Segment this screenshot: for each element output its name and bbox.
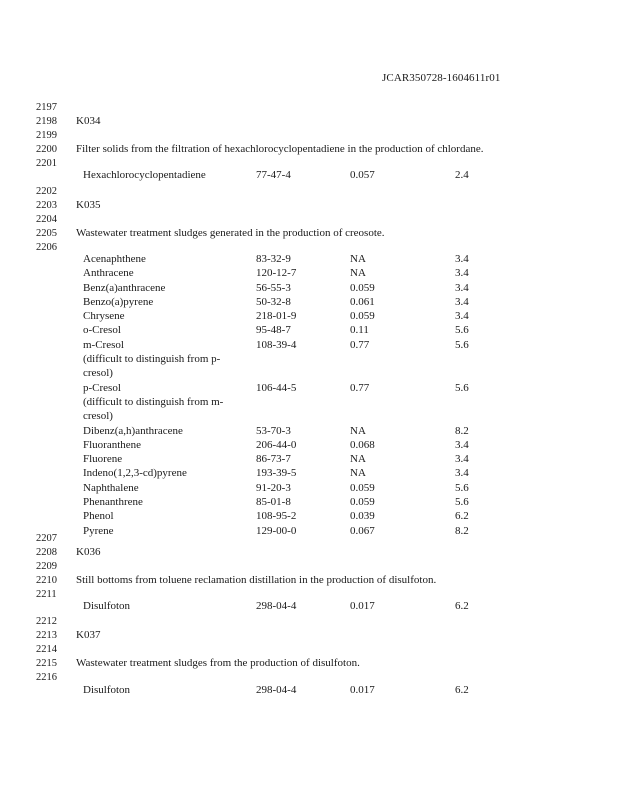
line-number: 2207 xyxy=(36,533,57,544)
table-row xyxy=(83,252,483,266)
nonwastewater-standard: 5.6 xyxy=(455,381,469,394)
constituent-table-k037 xyxy=(83,683,483,697)
nonwastewater-standard: 5.6 xyxy=(455,324,469,337)
line-number: 2201 xyxy=(36,158,57,169)
wastewater-standard: 0.059 xyxy=(350,281,375,294)
table-row xyxy=(83,683,483,697)
wastewater-standard: 0.77 xyxy=(350,338,370,351)
waste-code-k037: K037 xyxy=(76,629,101,641)
constituent-name: Anthracene xyxy=(83,267,134,280)
nonwastewater-standard: 5.6 xyxy=(455,496,469,509)
cas-number: 120-12-7 xyxy=(256,267,297,280)
constituent-name: o-Cresol xyxy=(83,324,121,337)
line-number: 2209 xyxy=(36,561,57,572)
wastewater-standard: 0.061 xyxy=(350,295,375,308)
cas-number: 91-20-3 xyxy=(256,481,291,494)
table-row xyxy=(83,452,483,466)
constituent-name: Pyrene xyxy=(83,524,114,537)
table-row xyxy=(83,466,483,480)
line-number: 2214 xyxy=(36,644,57,655)
line-number: 2210 xyxy=(36,575,57,586)
waste-description-k034: Filter solids from the filtration of hexachlorocyclopentadiene in the production of chlordane. xyxy=(76,143,484,155)
cas-number: 106-44-5 xyxy=(256,381,297,394)
table-row xyxy=(83,338,483,352)
wastewater-standard: 0.017 xyxy=(350,684,375,696)
wastewater-standard: NA xyxy=(350,424,366,437)
constituent-name: Benzo(a)pyrene xyxy=(83,295,154,308)
wastewater-standard: 0.059 xyxy=(350,481,375,494)
cas-number: 193-39-5 xyxy=(256,467,297,480)
table-row xyxy=(83,168,483,182)
constituent-name: Fluoranthene xyxy=(83,438,142,451)
constituent-name: Phenanthrene xyxy=(83,496,143,509)
nonwastewater-standard: 3.4 xyxy=(455,253,469,265)
document-id: JCAR350728-1604611r01 xyxy=(382,72,501,84)
line-number: 2216 xyxy=(36,672,57,683)
line-number: 2202 xyxy=(36,186,57,197)
table-row xyxy=(83,323,483,337)
table-row xyxy=(83,524,483,538)
constituent-name: Disulfoton xyxy=(83,684,131,696)
nonwastewater-standard: 3.4 xyxy=(455,267,469,280)
constituent-note: (difficult to distinguish from m-cresol) xyxy=(83,395,224,423)
cas-number: 108-95-2 xyxy=(256,510,297,523)
constituent-name: Disulfoton xyxy=(83,600,131,612)
wastewater-standard: 0.11 xyxy=(350,324,369,337)
nonwastewater-standard: 5.6 xyxy=(455,481,469,494)
nonwastewater-standard: 3.4 xyxy=(455,467,469,480)
cas-number: 108-39-4 xyxy=(256,338,297,351)
line-number: 2211 xyxy=(36,589,57,600)
waste-code-k035: K035 xyxy=(76,199,101,211)
constituent-name: Benz(a)anthracene xyxy=(83,281,166,294)
wastewater-standard: 0.067 xyxy=(350,524,375,537)
cas-number: 53-70-3 xyxy=(256,424,291,437)
table-row xyxy=(83,266,483,280)
cas-number: 218-01-9 xyxy=(256,310,297,323)
table-row xyxy=(83,438,483,452)
line-number: 2199 xyxy=(36,130,57,141)
line-number: 2212 xyxy=(36,616,57,627)
wastewater-standard: NA xyxy=(350,467,366,480)
constituent-name: Dibenz(a,h)anthracene xyxy=(83,424,183,437)
cas-number: 129-00-0 xyxy=(256,524,297,537)
table-row xyxy=(83,281,483,295)
waste-description-k036: Still bottoms from toluene reclamation distillation in the production of disulfoton. xyxy=(76,574,437,586)
nonwastewater-standard: 6.2 xyxy=(455,684,469,696)
wastewater-standard: NA xyxy=(350,453,366,466)
constituent-name: Indeno(1,2,3-cd)pyrene xyxy=(83,467,187,480)
constituent-table-k035 xyxy=(83,252,483,538)
table-row xyxy=(83,381,483,395)
cas-number: 298-04-4 xyxy=(256,684,297,696)
constituent-name: Chrysene xyxy=(83,310,125,323)
cas-number: 56-55-3 xyxy=(256,281,291,294)
cas-number: 95-48-7 xyxy=(256,324,291,337)
cas-number: 77-47-4 xyxy=(256,169,291,181)
waste-code-k034: K034 xyxy=(76,115,101,127)
table-row xyxy=(83,495,483,509)
wastewater-standard: 0.039 xyxy=(350,510,375,523)
constituent-name: p-Cresol xyxy=(83,381,121,394)
cas-number: 298-04-4 xyxy=(256,600,297,612)
line-number: 2200 xyxy=(36,144,57,155)
nonwastewater-standard: 3.4 xyxy=(455,453,469,466)
wastewater-standard: NA xyxy=(350,267,366,280)
wastewater-standard: 0.068 xyxy=(350,438,375,451)
constituent-table-k034 xyxy=(83,168,483,182)
waste-description-k037: Wastewater treatment sludges from the production of disulfoton. xyxy=(76,657,360,669)
wastewater-standard: 0.057 xyxy=(350,169,375,181)
constituent-name: Fluorene xyxy=(83,453,123,466)
cas-number: 86-73-7 xyxy=(256,453,291,466)
wastewater-standard: NA xyxy=(350,253,366,265)
line-number: 2203 xyxy=(36,200,57,211)
cas-number: 206-44-0 xyxy=(256,438,297,451)
wastewater-standard: 0.059 xyxy=(350,496,375,509)
constituent-name: m-Cresol xyxy=(83,338,124,351)
cas-number: 50-32-8 xyxy=(256,295,291,308)
cas-number: 83-32-9 xyxy=(256,253,291,265)
line-number: 2206 xyxy=(36,242,57,253)
nonwastewater-standard: 6.2 xyxy=(455,510,469,523)
line-number: 2198 xyxy=(36,116,57,127)
constituent-table-k036 xyxy=(83,599,483,613)
waste-code-k036: K036 xyxy=(76,546,101,558)
wastewater-standard: 0.017 xyxy=(350,600,375,612)
nonwastewater-standard: 8.2 xyxy=(455,424,469,437)
table-row xyxy=(83,481,483,495)
line-number: 2208 xyxy=(36,547,57,558)
wastewater-standard: 0.77 xyxy=(350,381,370,394)
constituent-name: Phenol xyxy=(83,510,114,523)
table-row xyxy=(83,309,483,323)
table-row xyxy=(83,599,483,613)
constituent-name: Acenaphthene xyxy=(83,253,146,265)
cas-number: 85-01-8 xyxy=(256,496,291,509)
nonwastewater-standard: 6.2 xyxy=(455,600,469,612)
line-number: 2215 xyxy=(36,658,57,669)
nonwastewater-standard: 3.4 xyxy=(455,281,469,294)
line-number: 2205 xyxy=(36,228,57,239)
table-row xyxy=(83,509,483,523)
table-row xyxy=(83,424,483,438)
constituent-name: Naphthalene xyxy=(83,481,139,494)
wastewater-standard: 0.059 xyxy=(350,310,375,323)
nonwastewater-standard: 8.2 xyxy=(455,524,469,537)
nonwastewater-standard: 3.4 xyxy=(455,310,469,323)
table-row xyxy=(83,295,483,309)
nonwastewater-standard: 5.6 xyxy=(455,338,469,351)
nonwastewater-standard: 3.4 xyxy=(455,295,469,308)
line-number: 2197 xyxy=(36,102,57,113)
line-number: 2213 xyxy=(36,630,57,641)
nonwastewater-standard: 3.4 xyxy=(455,438,469,451)
constituent-name: Hexachlorocyclopentadiene xyxy=(83,169,206,181)
waste-description-k035: Wastewater treatment sludges generated in the production of creosote. xyxy=(76,227,385,239)
constituent-note: (difficult to distinguish from p-cresol) xyxy=(83,353,221,380)
nonwastewater-standard: 2.4 xyxy=(455,169,469,181)
line-number: 2204 xyxy=(36,214,57,225)
